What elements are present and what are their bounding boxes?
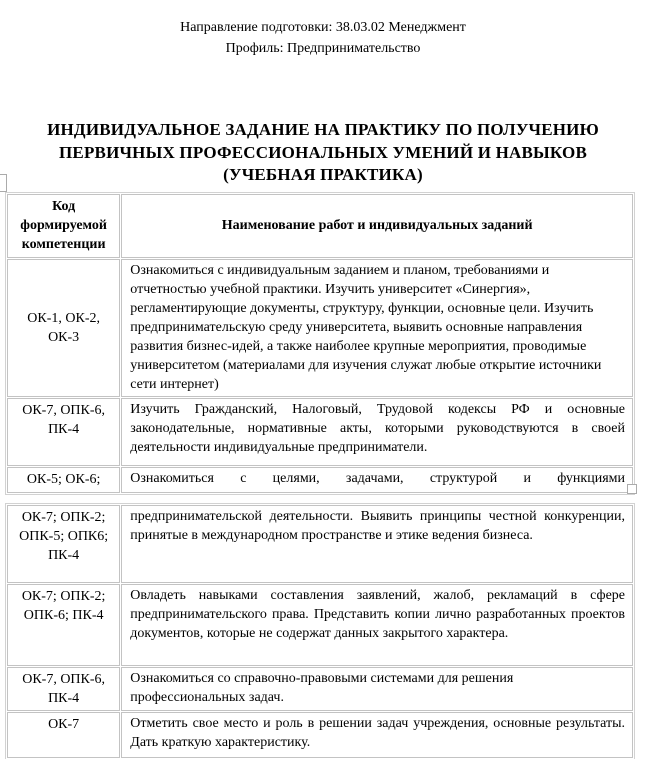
task-cell: предпринимательской деятельности. Выявить принципы честной конкуренции, принятые в международном пространстве и этике ведения бизнеса. <box>121 505 633 583</box>
program-profile-line: Профиль: Предпринимательство <box>225 41 421 56</box>
title-line: ИНДИВИДУАЛЬНОЕ ЗАДАНИЕ НА ПРАКТИКУ ПО ПОЛУЧЕНИЮ <box>47 120 599 139</box>
competence-code-cell: ОК-7, ОПК-6, ПК-4 <box>7 398 120 466</box>
title-line: ПЕРВИЧНЫХ ПРОФЕССИОНАЛЬНЫХ УМЕНИЙ И НАВЫКОВ <box>58 142 587 162</box>
competence-code-cell: ОК-7; ОПК-2; ОПК-5; ОПК6; ПК-4 <box>7 505 120 583</box>
task-cell: Овладеть навыками составления заявлений, жалоб, рекламаций в сфере предпринимательского права. Представить копии лично разработанных проектов документов, которые не содержат данных закрытого характера. <box>121 584 633 666</box>
task-cell: Ознакомиться с целями, задачами, структурой и функциями <box>121 467 633 493</box>
competence-code-cell: ОК-7; ОПК-2; ОПК-6; ПК-4 <box>7 584 120 666</box>
table-row <box>7 398 633 466</box>
competence-code-cell: ОК-7, ОПК-6, ПК-4 <box>7 667 120 711</box>
table-row <box>7 259 633 397</box>
task-cell: Отметить свое место и роль в решении задач учреждения, основные результаты. Дать краткую характеристику. <box>121 712 633 758</box>
program-heading <box>0 0 646 59</box>
page-title <box>0 119 646 187</box>
table-row <box>7 467 633 493</box>
competence-code-cell: ОК-7 <box>7 712 120 758</box>
column-header-task-name: Наименование работ и индивидуальных заданий <box>121 194 633 258</box>
title-line: (УЧЕБНАЯ ПРАКТИКА) <box>223 165 423 184</box>
table-row <box>7 712 633 758</box>
competence-code-cell: ОК-5; ОК-6; <box>7 467 120 493</box>
table-row <box>7 505 633 583</box>
table-row <box>7 667 633 711</box>
table-resize-handle[interactable] <box>627 484 637 494</box>
column-header-competence-code: Код формируемой компетенции <box>7 194 120 258</box>
table-header-row <box>7 194 633 258</box>
program-direction-line: Направление подготовки: 38.03.02 Менеджмент <box>180 20 466 35</box>
tasks-table-page2 <box>5 503 635 759</box>
task-cell: Ознакомиться со справочно-правовыми системами для решения профессиональных задач. <box>121 667 633 711</box>
task-cell: Изучить Гражданский, Налоговый, Трудовой кодексы РФ и основные законодательные, нормативные акты, которыми руководствуются в своей деятельности индивидуальные предприниматели. <box>121 398 633 466</box>
table-row <box>7 584 633 666</box>
task-cell: Ознакомиться с индивидуальным заданием и планом, требованиями и отчетностью учебной практики. Изучить университет «Синергия», регламентирующие документы, структуру, функции, основные цели. Изучить предпринимательскую среду университета, выявить основные направления развития бизнес-идей, а также наиболее крупные мероприятия, проводимые университетом (материалами для изучения служат любые открытие источники сети интернет) <box>121 259 633 397</box>
table-anchor-handle[interactable] <box>0 174 7 192</box>
competence-code-cell: ОК-1, ОК-2, ОК-3 <box>7 259 120 397</box>
tasks-table-page1 <box>5 192 635 495</box>
